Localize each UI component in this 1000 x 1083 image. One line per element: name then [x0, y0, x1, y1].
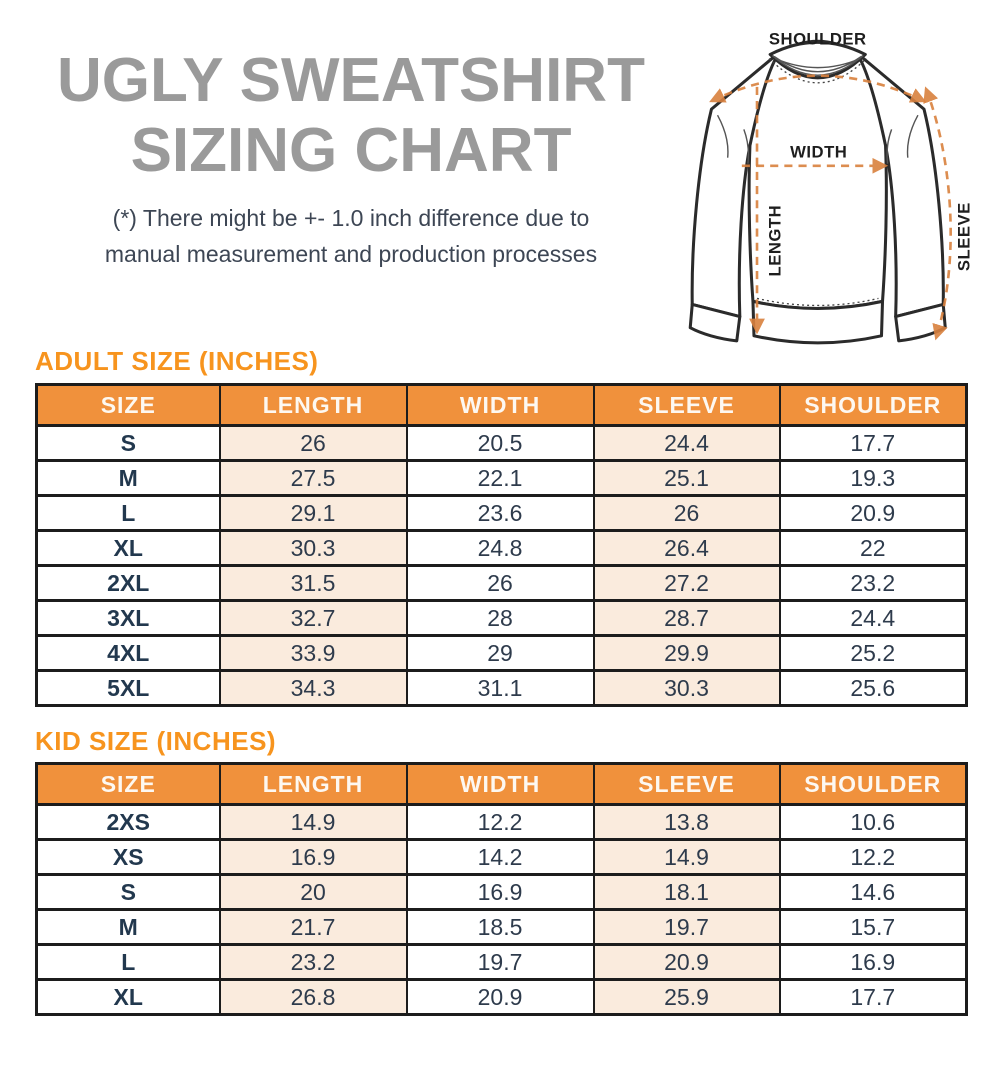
measurement-cell: 19.7	[407, 945, 594, 980]
sweatshirt-outline	[690, 41, 945, 343]
measurement-cell: 16.9	[780, 945, 967, 980]
measurement-cell: 14.9	[220, 805, 407, 840]
measurement-cell: 24.8	[407, 531, 594, 566]
size-cell: M	[37, 910, 220, 945]
title-line-1: UGLY SWEATSHIRT	[57, 46, 645, 115]
measurement-cell: 32.7	[220, 601, 407, 636]
sleeve-label: SLEEVE	[954, 202, 974, 272]
size-cell: L	[37, 496, 220, 531]
measurement-cell: 18.5	[407, 910, 594, 945]
size-cell: L	[37, 945, 220, 980]
measurement-cell: 30.3	[594, 671, 780, 706]
size-cell: S	[37, 875, 220, 910]
adult-size-table	[35, 383, 968, 707]
size-row-s	[37, 875, 967, 910]
measurement-cell: 20.9	[407, 980, 594, 1015]
measurement-cell: 22.1	[407, 461, 594, 496]
measurement-cell: 15.7	[780, 910, 967, 945]
measurement-cell: 22	[780, 531, 967, 566]
size-row-5xl	[37, 671, 967, 706]
measurement-cell: 26	[594, 496, 780, 531]
size-cell: XS	[37, 840, 220, 875]
header-row	[37, 385, 967, 426]
kid-size-table	[35, 762, 968, 1016]
measurement-cell: 12.2	[780, 840, 967, 875]
column-header-width: WIDTH	[407, 764, 594, 805]
column-header-width: WIDTH	[407, 385, 594, 426]
sweatshirt-diagram-svg	[683, 16, 997, 352]
measurement-cell: 13.8	[594, 805, 780, 840]
column-header-sleeve: SLEEVE	[594, 764, 780, 805]
header-row	[37, 764, 967, 805]
length-label: LENGTH	[765, 204, 785, 277]
column-header-size: SIZE	[37, 764, 220, 805]
measurement-cell: 17.7	[780, 426, 967, 461]
size-cell: 2XL	[37, 566, 220, 601]
size-cell: 3XL	[37, 601, 220, 636]
measurement-cell: 33.9	[220, 636, 407, 671]
measurement-cell: 21.7	[220, 910, 407, 945]
size-row-2xl	[37, 566, 967, 601]
tolerance-note-line-1: (*) There might be +- 1.0 inch difference due to	[112, 205, 590, 231]
measurement-cell: 16.9	[220, 840, 407, 875]
measurement-cell: 31.1	[407, 671, 594, 706]
measurement-cell: 24.4	[594, 426, 780, 461]
title-line-2: SIZING CHART	[130, 116, 572, 185]
measurement-cell: 29	[407, 636, 594, 671]
measurement-cell: 20.9	[594, 945, 780, 980]
measurement-cell: 28	[407, 601, 594, 636]
measurement-cell: 19.7	[594, 910, 780, 945]
size-row-m	[37, 910, 967, 945]
measurement-cell: 24.4	[780, 601, 967, 636]
measurement-cell: 34.3	[220, 671, 407, 706]
size-row-s	[37, 426, 967, 461]
size-cell: 2XS	[37, 805, 220, 840]
column-header-length: LENGTH	[220, 764, 407, 805]
measurement-cell: 30.3	[220, 531, 407, 566]
measurement-cell: 26	[407, 566, 594, 601]
tolerance-note-line-2: manual measurement and production processes	[104, 241, 598, 267]
measurement-cell: 25.1	[594, 461, 780, 496]
page-title	[15, 46, 687, 272]
size-cell: 4XL	[37, 636, 220, 671]
size-cell: M	[37, 461, 220, 496]
measurement-cell: 27.5	[220, 461, 407, 496]
measurement-cell: 25.6	[780, 671, 967, 706]
column-header-shoulder: SHOULDER	[780, 764, 967, 805]
measurement-cell: 25.2	[780, 636, 967, 671]
size-cell: XL	[37, 980, 220, 1015]
measurement-cell: 17.7	[780, 980, 967, 1015]
measurement-cell: 16.9	[407, 875, 594, 910]
sweatshirt-diagram	[683, 16, 997, 352]
measurement-cell: 14.9	[594, 840, 780, 875]
measurement-cell: 18.1	[594, 875, 780, 910]
measurement-cell: 28.7	[594, 601, 780, 636]
measurement-cell: 29.9	[594, 636, 780, 671]
measurement-cell: 26	[220, 426, 407, 461]
size-row-xl	[37, 531, 967, 566]
measurement-cell: 20.9	[780, 496, 967, 531]
size-cell: 5XL	[37, 671, 220, 706]
adult-size-heading: ADULT SIZE (INCHES)	[35, 346, 319, 376]
measurement-cell: 23.2	[220, 945, 407, 980]
measurement-cell: 19.3	[780, 461, 967, 496]
measurement-cell: 26.4	[594, 531, 780, 566]
size-row-xs	[37, 840, 967, 875]
measurement-cell: 23.6	[407, 496, 594, 531]
measurement-cell: 29.1	[220, 496, 407, 531]
measurement-cell: 27.2	[594, 566, 780, 601]
size-cell: S	[37, 426, 220, 461]
column-header-size: SIZE	[37, 385, 220, 426]
size-row-xl	[37, 980, 967, 1015]
hem-band	[753, 301, 883, 342]
measurement-cell: 14.2	[407, 840, 594, 875]
measurement-cell: 26.8	[220, 980, 407, 1015]
size-row-2xs	[37, 805, 967, 840]
shoulder-label: SHOULDER	[768, 29, 867, 49]
column-header-length: LENGTH	[220, 385, 407, 426]
measurement-cell: 23.2	[780, 566, 967, 601]
column-header-sleeve: SLEEVE	[594, 385, 780, 426]
size-row-l	[37, 496, 967, 531]
column-header-shoulder: SHOULDER	[780, 385, 967, 426]
kid-size-heading: KID SIZE (INCHES)	[35, 726, 277, 756]
size-row-l	[37, 945, 967, 980]
measurement-cell: 25.9	[594, 980, 780, 1015]
measurement-cell: 31.5	[220, 566, 407, 601]
tolerance-note	[15, 200, 687, 272]
measurement-cell: 20.5	[407, 426, 594, 461]
width-label: WIDTH	[790, 142, 848, 162]
measurement-cell: 10.6	[780, 805, 967, 840]
size-cell: XL	[37, 531, 220, 566]
size-row-4xl	[37, 636, 967, 671]
size-row-m	[37, 461, 967, 496]
size-row-3xl	[37, 601, 967, 636]
measurement-cell: 12.2	[407, 805, 594, 840]
measurement-cell: 14.6	[780, 875, 967, 910]
measurement-cell: 20	[220, 875, 407, 910]
